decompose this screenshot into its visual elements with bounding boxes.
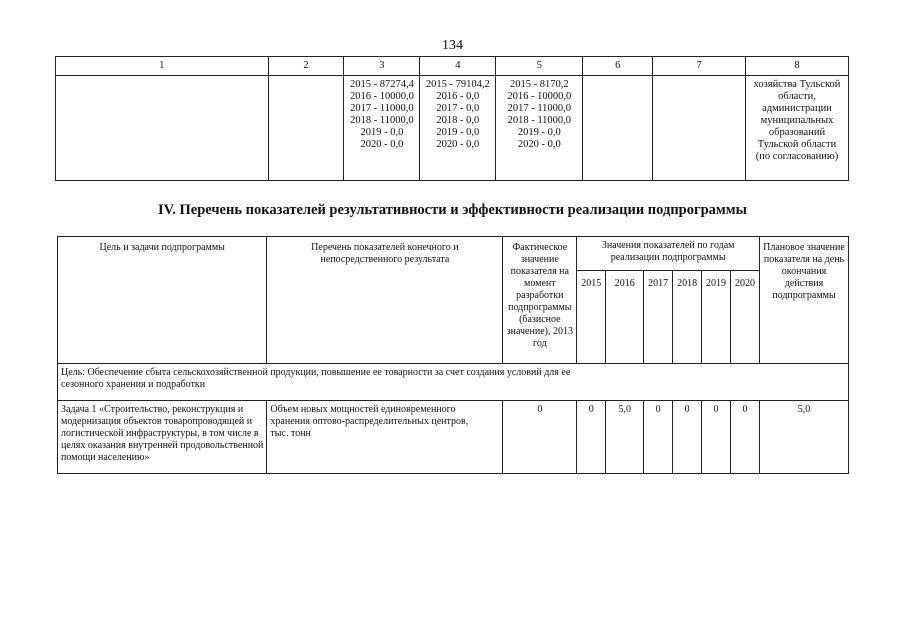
column-number: 6 [583, 57, 653, 76]
year-value-cell: 0 [673, 401, 702, 474]
empty-cell [583, 76, 653, 181]
year-header: 2018 [673, 271, 702, 364]
funding-row [56, 76, 849, 181]
funding-total-cell: 2015 - 87274,4 2016 - 10000,0 2017 - 11000,0 2018 - 11000,0 2019 - 0,0 2020 - 0,0 [344, 76, 420, 181]
goal-text: Цель: Обеспечение сбыта сельскохозяйственной продукции, повышение ее товарности за счет создания условий для ее сезонного хранения и подработки [58, 364, 849, 401]
actual-value-cell: 0 [503, 401, 577, 474]
column-number: 3 [344, 57, 420, 76]
funding-source-cell: 2015 - 8170,2 2016 - 10000,0 2017 - 11000,0 2018 - 11000,0 2019 - 0,0 2020 - 0,0 [496, 76, 583, 181]
funding-source-cell: 2015 - 79104,2 2016 - 0,0 2017 - 0,0 2018 - 0,0 2019 - 0,0 2020 - 0,0 [420, 76, 496, 181]
column-number: 8 [745, 57, 848, 76]
indicator-cell: Объем новых мощностей единовременного хранения оптово-распределительных центров, тыс. тонн [267, 401, 503, 474]
funding-table [55, 56, 849, 181]
indicators-header: Перечень показателей конечного и непосредственного результата [267, 237, 503, 364]
responsible-cell: хозяйства Тульской области, администрации муниципальных образований Тульской области (по согласованию) [745, 76, 848, 181]
column-number: 5 [496, 57, 583, 76]
year-value-cell: 0 [731, 401, 760, 474]
year-header: 2017 [644, 271, 673, 364]
year-value-cell: 0 [577, 401, 606, 474]
year-header: 2020 [731, 271, 760, 364]
year-header: 2019 [702, 271, 731, 364]
year-header: 2015 [577, 271, 606, 364]
actual-value-header: Фактическое значение показателя на момент разработки подпрограммы (базисное значение), 2013 год [503, 237, 577, 364]
column-number: 4 [420, 57, 496, 76]
goal-row [58, 364, 849, 401]
column-number: 1 [56, 57, 269, 76]
column-number: 2 [268, 57, 344, 76]
year-value-cell: 0 [702, 401, 731, 474]
years-group-header: Значения показателей по годам реализации подпрограммы [577, 237, 760, 271]
goal-header: Цель и задачи подпрограммы [58, 237, 267, 364]
planned-value-cell: 5,0 [759, 401, 848, 474]
column-number: 7 [653, 57, 746, 76]
empty-cell [268, 76, 344, 181]
task-cell: Задача 1 «Строительство, реконструкция и модернизация объектов товаропроводящей и логистической инфраструктуры, в том числе в целях оказания внутренней продовольственной помощи населению» [58, 401, 267, 474]
page-number: 134 [442, 38, 463, 53]
header-row [58, 237, 849, 271]
empty-cell [56, 76, 269, 181]
planned-value-header: Плановое значение показателя на день окончания действия подпрограммы [759, 237, 848, 364]
indicators-table [57, 236, 849, 474]
year-value-cell: 0 [644, 401, 673, 474]
year-value-cell: 5,0 [606, 401, 644, 474]
column-number-row [56, 57, 849, 76]
section-title: IV. Перечень показателей результативности и эффективности реализации подпрограммы [158, 202, 747, 218]
task-row [58, 401, 849, 474]
year-header: 2016 [606, 271, 644, 364]
empty-cell [653, 76, 746, 181]
